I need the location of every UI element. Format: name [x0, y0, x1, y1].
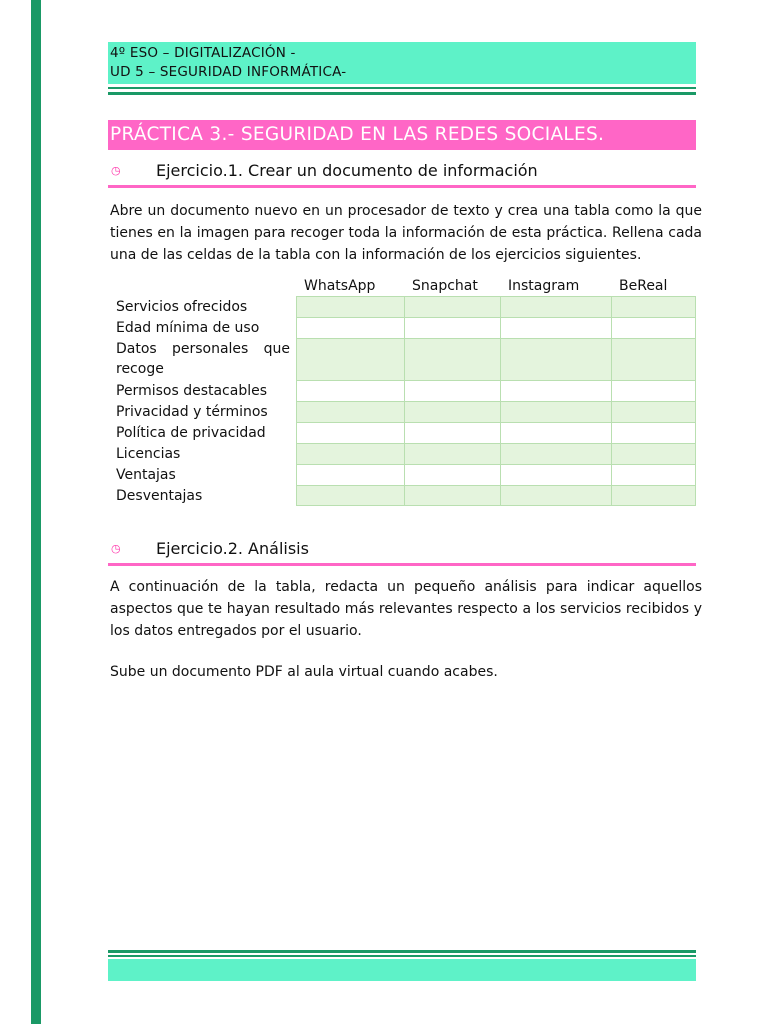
table-row: [108, 464, 696, 485]
table-row: [108, 317, 696, 338]
exercise-2-divider: [108, 563, 696, 566]
exercise-1-heading: [108, 160, 696, 188]
left-margin-bar: [31, 0, 41, 1024]
column-header-instagram: Instagram: [508, 278, 580, 294]
table-row: [108, 401, 696, 422]
row-label: Privacidad y términos: [116, 404, 268, 420]
table-cell: [500, 338, 612, 381]
row-label: Desventajas: [116, 488, 203, 504]
info-table: [108, 296, 696, 506]
table-row: [108, 296, 696, 317]
exercise-2-title: Ejercicio.2. Análisis: [156, 539, 309, 558]
exercise-1-paragraph: Abre un documento nuevo en un procesador de texto y crea una tabla como la que tienes en la imagen para recoger toda la información de esta práctica. Rellena cada una de las celdas de la tabla con la información de los ejercicios siguientes.: [110, 203, 702, 263]
header-divider: [108, 92, 696, 95]
table-cell: [611, 401, 696, 423]
exercise-1-divider: [108, 185, 696, 188]
table-row: [108, 338, 696, 380]
table-cell: [404, 338, 501, 381]
table-cell: [296, 296, 405, 318]
table-cell: [611, 380, 696, 402]
exercise-2-paragraph: A continuación de la tabla, redacta un pequeño análisis para indicar aquellos aspectos que te hayan resultado más relevantes respecto a los servicios recibidos y los datos entregados por el usuario.: [110, 579, 702, 639]
exercise-1-title: Ejercicio.1. Crear un documento de información: [156, 161, 538, 180]
table-cell: [611, 485, 696, 506]
table-cell: [404, 443, 501, 465]
column-header-snapchat: Snapchat: [412, 278, 478, 294]
table-cell: [500, 317, 612, 339]
column-header-whatsapp: WhatsApp: [304, 278, 376, 294]
page-footer: [108, 959, 696, 981]
table-row: [108, 380, 696, 401]
practice-title: PRÁCTICA 3.- SEGURIDAD EN LAS REDES SOCIALES.: [110, 124, 605, 145]
table-row: [108, 422, 696, 443]
row-label: Licencias: [116, 446, 181, 462]
table-cell: [296, 338, 405, 381]
table-cell: [611, 443, 696, 465]
footer-divider: [108, 950, 696, 953]
table-cell: [404, 296, 501, 318]
table-cell: [404, 464, 501, 486]
footer-divider: [108, 955, 696, 957]
table-cell: [611, 338, 696, 381]
row-label: Edad mínima de uso: [116, 320, 260, 336]
row-label: Datos personales que recoge: [116, 341, 290, 377]
table-cell: [500, 296, 612, 318]
header-unit: UD 5 – SEGURIDAD INFORMÁTICA-: [110, 64, 347, 80]
table-cell: [296, 464, 405, 486]
table-cell: [500, 401, 612, 423]
row-label: Ventajas: [116, 467, 176, 483]
clock-icon: ◷: [111, 542, 121, 555]
header-divider: [108, 87, 696, 89]
row-label: Servicios ofrecidos: [116, 299, 248, 315]
header-course: 4º ESO – DIGITALIZACIÓN -: [110, 45, 296, 61]
table-cell: [296, 485, 405, 506]
table-cell: [296, 317, 405, 339]
table-cell: [500, 485, 612, 506]
table-cell: [500, 443, 612, 465]
table-cell: [611, 296, 696, 318]
table-cell: [611, 317, 696, 339]
clock-icon: ◷: [111, 164, 121, 177]
table-cell: [611, 422, 696, 444]
table-cell: [296, 380, 405, 402]
practice-title-band: [108, 120, 696, 150]
row-label: Permisos destacables: [116, 383, 268, 399]
table-cell: [296, 443, 405, 465]
table-cell: [404, 401, 501, 423]
table-cell: [404, 422, 501, 444]
table-cell: [404, 485, 501, 506]
page-header: [108, 42, 696, 84]
column-header-bereal: BeReal: [619, 278, 668, 294]
exercise-2-instruction: Sube un documento PDF al aula virtual cuando acabes.: [110, 664, 498, 680]
table-cell: [500, 380, 612, 402]
exercise-2-heading: [108, 538, 696, 566]
table-cell: [296, 401, 405, 423]
row-label: Política de privacidad: [116, 425, 266, 441]
table-row: [108, 485, 696, 506]
table-row: [108, 443, 696, 464]
table-cell: [611, 464, 696, 486]
table-cell: [296, 422, 405, 444]
table-cell: [404, 380, 501, 402]
table-cell: [500, 422, 612, 444]
table-cell: [500, 464, 612, 486]
table-cell: [404, 317, 501, 339]
